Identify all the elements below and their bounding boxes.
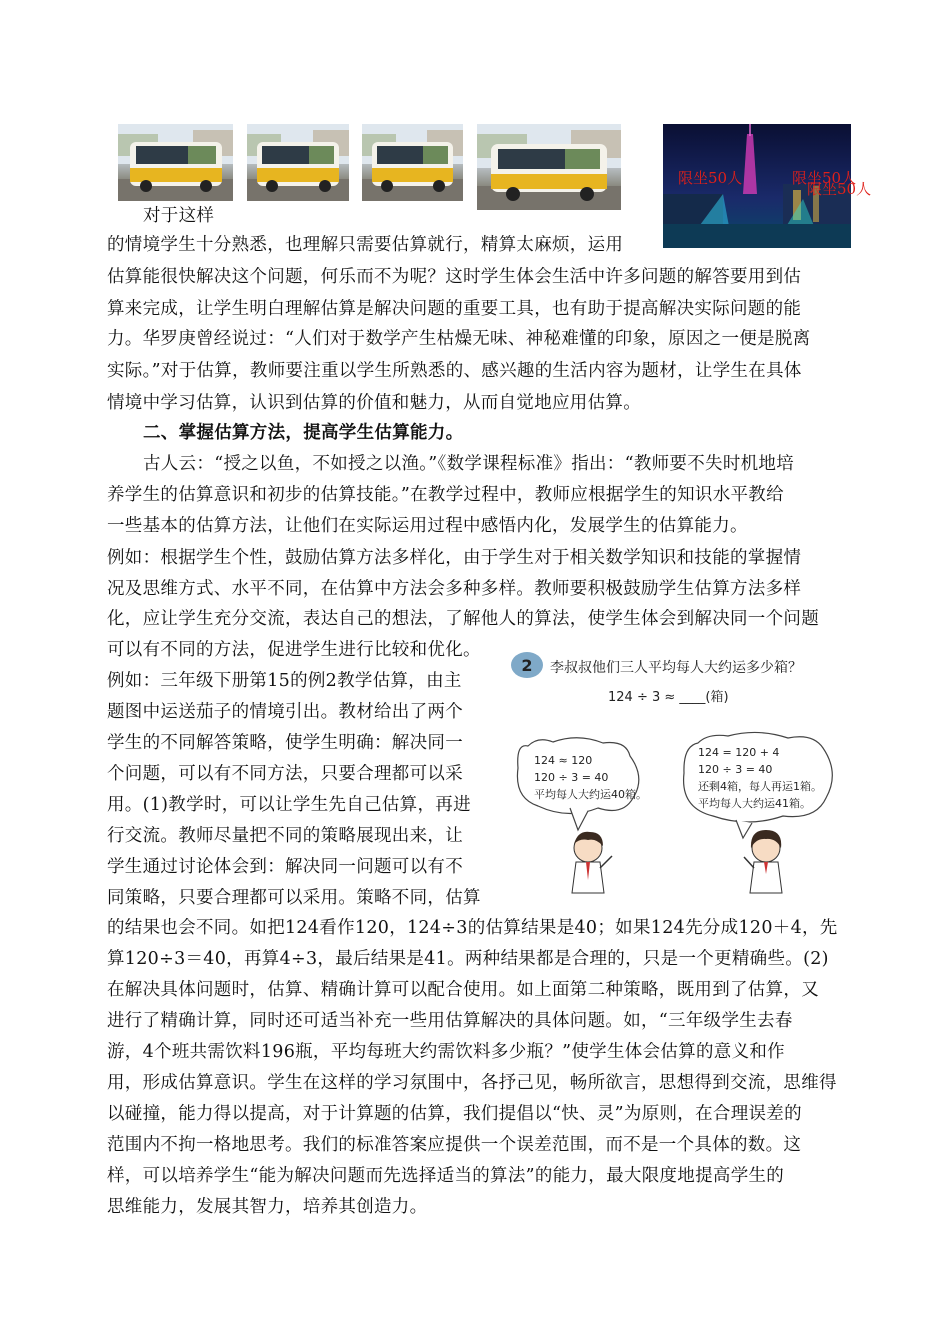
text-line: 的情境学生十分熟悉，也理解只需要估算就行，精算太麻烦，运用 <box>107 235 624 255</box>
text-line: 学生的不同解答策略，使学生明确：解决同一 <box>107 733 463 753</box>
text-line: 进行了精确计算，同时还可适当补充一些用估算解决的具体问题。如，“三年级学生去春 <box>107 1011 793 1031</box>
boy-character-illustration <box>572 832 612 893</box>
text-line: 学生通过讨论体会到：解决同一问题可以有不 <box>107 857 463 877</box>
text-line: 游，4个班共需饮料196瓶，平均每班大约需饮料多少瓶？”使学生体会估算的意义和作 <box>107 1042 785 1062</box>
text-line: 的结果也会不同。如把124看作120，124÷3的估算结果是40；如果124先分成120＋4，先 <box>107 918 838 938</box>
text-line: 思维能力，发展其智力，培养其创造力。 <box>107 1197 428 1217</box>
text-line: 用，形成估算意识。学生在这样的学习氛围中，各抒己见，畅所欲言，思想得到交流，思维得 <box>107 1073 837 1093</box>
right-bubble-line-2: 120 ÷ 3 = 40 <box>698 763 773 776</box>
seat-limit-label-1: 限坐50人 <box>678 169 743 187</box>
text-line: 实际。”对于估算，教师要注重以学生所熟悉的、感兴趣的生活内容为题材，让学生在具体 <box>107 361 802 381</box>
text-line: 养学生的估算意识和初步的估算技能。”在教学过程中，教师应根据学生的知识水平教给 <box>107 485 784 505</box>
text-line: 算120÷3＝40，再算4÷3，最后结果是41。两种结果都是合理的，只是一个更精确些。(2) <box>107 949 829 969</box>
text-line: 用。(1)教学时，可以让学生先自己估算，再进 <box>107 795 471 815</box>
text-line: 以碰撞，能力得以提高，对于计算题的估算，我们提倡以“快、灵”为原则，在合理误差的 <box>107 1104 802 1124</box>
text-line: 古人云：“授之以鱼，不如授之以渔。”《数学课程标准》指出：“教师要不失时机地培 <box>143 454 795 474</box>
text-line: 在解决具体问题时，估算、精确计算可以配合使用。如上面第二种策略，既用到了估算，又 <box>107 980 819 1000</box>
right-bubble-line-4: 平均每人大约运41箱。 <box>698 797 811 810</box>
example-equation: 124 ÷ 3 ≈ ____(箱) <box>608 690 729 705</box>
seat-limit-label-2: 限坐50人 <box>792 169 857 187</box>
text-line: 估算能很快解决这个问题，何乐而不为呢？这时学生体会生活中许多问题的解答要用到估 <box>107 267 802 287</box>
text-line: 例如：根据学生个性，鼓励估算方法多样化，由于学生对于相关数学知识和技能的掌握情 <box>107 548 802 568</box>
text-line: 对于这样 <box>143 206 215 226</box>
example-question: 李叔叔他们三人平均每人大约运多少箱？ <box>550 660 802 676</box>
text-line: 个问题，可以有不同方法，只要合理都可以采 <box>107 764 463 784</box>
right-bubble-line-1: 124 = 120 + 4 <box>698 746 780 759</box>
text-line: 一些基本的估算方法，让他们在实际运用过程中感悟内化，发展学生的估算能力。 <box>107 516 748 536</box>
right-bubble-line-3: 还剩4箱，每人再运1箱。 <box>698 780 822 793</box>
left-bubble-line-2: 120 ÷ 3 = 40 <box>534 771 609 784</box>
seat-limit-label-3: 限坐50人 <box>807 180 872 198</box>
text-line: 算来完成，让学生明白理解估算是解决问题的重要工具，也有助于提高解决实际问题的能 <box>107 299 802 319</box>
text-line: 例如：三年级下册第15的例2教学估算，由主 <box>107 671 462 691</box>
textbook-example-figure <box>508 648 848 903</box>
text-line: 可以有不同的方法，促进学生进行比较和优化。 <box>107 640 481 660</box>
text-line: 范围内不拘一格地思考。我们的标准答案应提供一个误差范围，而不是一个具体的数。这 <box>107 1135 802 1155</box>
text-line: 行交流。教师尽量把不同的策略展现出来，让 <box>107 826 463 846</box>
section-heading: 二、掌握估算方法，提高学生估算能力。 <box>143 423 464 443</box>
bus-photo-1 <box>118 124 233 201</box>
text-line: 情境中学习估算，认识到估算的价值和魅力，从而自觉地应用估算。 <box>107 393 641 413</box>
example-number-badge <box>511 652 543 678</box>
text-line: 题图中运送茄子的情境引出。教材给出了两个 <box>107 702 463 722</box>
bus-photo-4 <box>477 124 621 210</box>
text-line: 样，可以培养学生“能为解决问题而先选择适当的算法”的能力，最大限度地提高学生的 <box>107 1166 785 1186</box>
bus-photo-3 <box>362 124 463 201</box>
example-number: 2 <box>521 656 533 675</box>
left-bubble-line-3: 平均每人大约运40箱。 <box>534 788 647 801</box>
girl-character-illustration <box>744 830 782 893</box>
bus-photo-2 <box>247 124 349 201</box>
text-line: 化，应让学生充分交流，表达自己的想法，了解他人的算法，使学生体会到解决同一个问题 <box>107 609 819 629</box>
text-line: 同策略，只要合理都可以采用。策略不同，估算 <box>107 888 481 908</box>
text-line: 况及思维方式、水平不同，在估算中方法会多种多样。教师要积极鼓励学生估算方法多样 <box>107 579 802 599</box>
left-bubble-line-1: 124 ≈ 120 <box>534 754 593 767</box>
text-line: 力。华罗庚曾经说过：“人们对于数学产生枯燥无味、神秘难懂的印象，原因之一便是脱离 <box>107 329 811 349</box>
